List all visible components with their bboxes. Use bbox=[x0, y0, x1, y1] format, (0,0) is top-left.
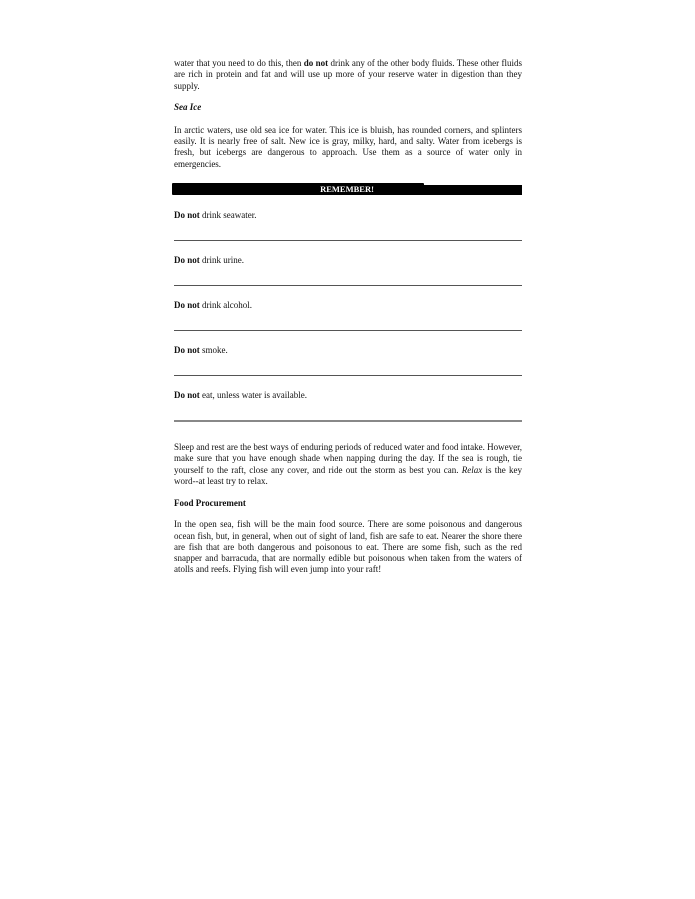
emphasis-do-not: Do not bbox=[174, 300, 200, 311]
banner-label: REMEMBER! bbox=[320, 184, 374, 195]
remember-banner bbox=[172, 183, 522, 195]
paragraph-text: is the key word--at least try to relax. bbox=[174, 464, 522, 486]
paragraph-sea-ice: In arctic waters, use old sea ice for water. This ice is bluish, has rounded corners, and splinters easily. It is nearly free of salt. New ice is gray, milky, hard, and salty. Water from icebergs is fresh, but icebergs are dangerous to approach. Use them as a source of water only in emergencies. bbox=[174, 124, 522, 169]
emphasis-do-not: do not bbox=[303, 58, 329, 68]
emphasis-do-not: Do not bbox=[174, 255, 200, 266]
remember-item-text: drink urine. bbox=[199, 255, 245, 266]
paragraph-text: water that you need to do this, then bbox=[174, 58, 304, 68]
document-page bbox=[174, 58, 522, 576]
divider bbox=[174, 330, 522, 331]
paragraph-text: drink any of the other body fluids. These other fluids are rich in protein and fat and will use up more of your reserve water in digestion than they supply. bbox=[174, 58, 522, 91]
remember-item-text: smoke. bbox=[199, 345, 228, 356]
emphasis-relax: Relax bbox=[461, 464, 483, 475]
remember-item-text: drink alcohol. bbox=[199, 300, 253, 311]
remember-item-text: drink seawater. bbox=[199, 210, 257, 221]
section-heading-food-procurement: Food Procurement bbox=[174, 498, 246, 509]
remember-list bbox=[174, 210, 522, 422]
divider bbox=[174, 285, 522, 286]
paragraph-food-procurement: In the open sea, fish will be the main food source. There are some poisonous and dangerous ocean fish, but, in general, when out of sight of land, fish are safe to eat. Nearer the shore there are fish that are both dangerous and poisonous to eat. There are some fish, such as the red snapper and barracuda, that are normally edible but poisonous when taken from the waters of atolls and reefs. Flying fish will even jump into your raft! bbox=[174, 519, 522, 575]
remember-item bbox=[174, 255, 522, 266]
emphasis-do-not: Do not bbox=[174, 390, 200, 401]
divider bbox=[174, 240, 522, 241]
divider bbox=[174, 420, 522, 422]
remember-item-text: eat, unless water is available. bbox=[199, 390, 307, 401]
remember-item bbox=[174, 390, 522, 401]
section-heading-sea-ice: Sea Ice bbox=[174, 101, 202, 112]
divider bbox=[174, 375, 522, 376]
remember-item bbox=[174, 345, 522, 356]
remember-item bbox=[174, 210, 522, 221]
emphasis-do-not: Do not bbox=[174, 345, 200, 356]
emphasis-do-not: Do not bbox=[174, 210, 200, 221]
paragraph-sleep-rest bbox=[174, 442, 522, 487]
remember-item bbox=[174, 300, 522, 311]
paragraph-body-fluids bbox=[174, 58, 522, 92]
paragraph-text: Sleep and rest are the best ways of enduring periods of reduced water and food intake. However, make sure that you have enough shade when napping during the day. If the sea is rough, tie yourself to the raft, close any cover, and ride out the storm as best you can. bbox=[174, 442, 522, 475]
